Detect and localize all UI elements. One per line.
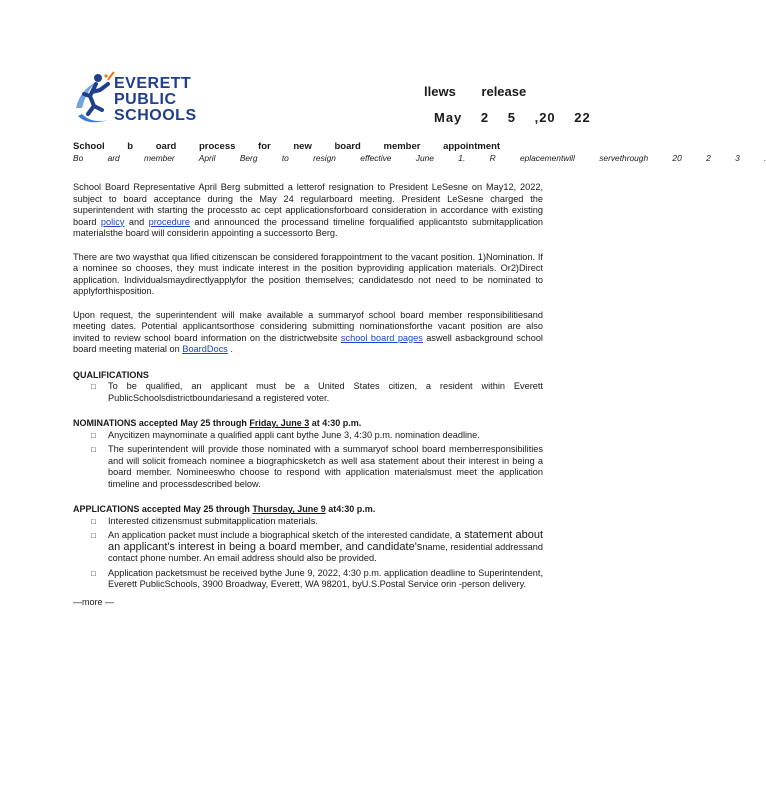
- release-date: May 2 5 ,20 22: [434, 110, 591, 125]
- paragraph-text: and: [128, 216, 145, 227]
- checkbox-bullet-icon: □: [91, 516, 96, 526]
- list-item: □ An application packet must include a biographical sketch of the interested candidate, a statement about an applicant's interest in being a board member, and candidate'sname, residential addressand contact phone number. An email address should also be provided.: [91, 529, 543, 563]
- runner-figure-icon: [74, 70, 114, 130]
- logo-line-public: PUBLIC: [114, 91, 177, 108]
- applications-deadline: Thursday, June 9: [252, 504, 326, 514]
- checkbox-bullet-icon: □: [91, 430, 96, 440]
- qualifications-list: [73, 381, 543, 404]
- nominations-list: [73, 430, 543, 491]
- applications-heading: APPLICATIONS accepted May 25 through Thursday, June 9 at4:30 p.m.: [73, 504, 376, 514]
- headline: School b oard process for new board member appointment: [73, 141, 501, 152]
- release-body: [73, 141, 766, 608]
- list-item: □ The superintendent will provide those nominated with a summaryof school board memberresponsibilities and will solicit fromeach nominee a biographicsketch as well asa statement about their interest in being a board member. Nomineeswho choose to respond with application materialsmust meet the application timeline and processdescribed below.: [91, 444, 543, 489]
- more-indicator: —more —: [73, 596, 115, 607]
- paragraph-upon-request: [73, 310, 543, 356]
- list-item: □ Application packetsmust be received bythe June 9, 2022, 4:30 p.m. application deadline to Superintendent, Everett PublicSchools, 3900 Broadway, Everett, WA 98201, byU.S.Postal Service orin -person delivery.: [91, 567, 543, 589]
- paragraph-text: and announced the processand timeline forqualified applicantsto submitapplication materialsthe board will considerin appointing a successorto Berg.: [73, 216, 543, 238]
- checkbox-bullet-icon: □: [91, 382, 96, 391]
- logo-line-schools: SCHOOLS: [114, 107, 197, 124]
- policy-link[interactable]: policy: [100, 216, 125, 227]
- paragraph-text: .: [230, 344, 233, 354]
- paragraph-text: aswell asbackground school board meeting material on: [73, 332, 543, 354]
- school-board-pages-link[interactable]: school board pages: [340, 332, 423, 343]
- boarddocs-link[interactable]: BoardDocs: [182, 344, 228, 354]
- checkbox-bullet-icon: □: [91, 531, 96, 540]
- list-item: □ Anycitizen maynominate a qualified appli cant bythe June 3, 4:30 p.m. nomination deadline.: [91, 429, 480, 440]
- list-item: □ To be qualified, an applicant must be a United States citizen, a resident within Everett PublicSchoolsdistrictboundariesand a registered voter.: [91, 381, 543, 403]
- paragraph-resignation: [73, 182, 543, 240]
- list-item: □ Interested citizensmust submitapplication materials.: [91, 515, 318, 526]
- checkbox-bullet-icon: □: [91, 568, 96, 578]
- subheadline: Bo ard member April Berg to resign effective June 1. R eplacementwill servethrough 20 2 3 .: [73, 152, 766, 163]
- everett-public-schools-logo: [74, 70, 214, 130]
- nominations-heading: NOMINATIONS accepted May 25 through Friday, June 3 at 4:30 p.m.: [73, 418, 362, 428]
- checkbox-bullet-icon: □: [91, 445, 96, 454]
- paragraph-text: Upon request, the superintendent will make available a summaryof school board member responsibilitiesand meeting dates. Potential applicantsorthose considering submitting nominationsforthe vacant position are also invited to review school board information on the districtwebsite: [73, 309, 543, 343]
- logo-line-everett: EVERETT: [114, 75, 192, 92]
- procedure-link[interactable]: procedure: [148, 216, 190, 227]
- nominations-deadline: Friday, June 3: [249, 418, 310, 428]
- qualifications-heading: QUALIFICATIONS: [73, 369, 149, 380]
- paragraph-text: School Board Representative April Berg submitted a letterof resignation to President LeSesne on May12, 2022, subject to board acceptance during the May 24 regularboard meeting. President LeSesne charged the superintendent with starting the processto ac cept applicationsforboard consideration in accordance with existing board: [73, 182, 543, 227]
- applications-list: [73, 516, 543, 591]
- news-release-label: llews release: [424, 84, 527, 99]
- paragraph-two-ways: There are two waysthat qua lified citizenscan be considered forappointment to the vacant position. 1)Nomination. If a nominee so chooses, they must indicate interest in the position byproviding application materials. Or2)Direct application. Individualsmaydirectlyapplyfor the position themselves; candidatesdo not need to be nominated to applyforthisposition.: [73, 251, 543, 296]
